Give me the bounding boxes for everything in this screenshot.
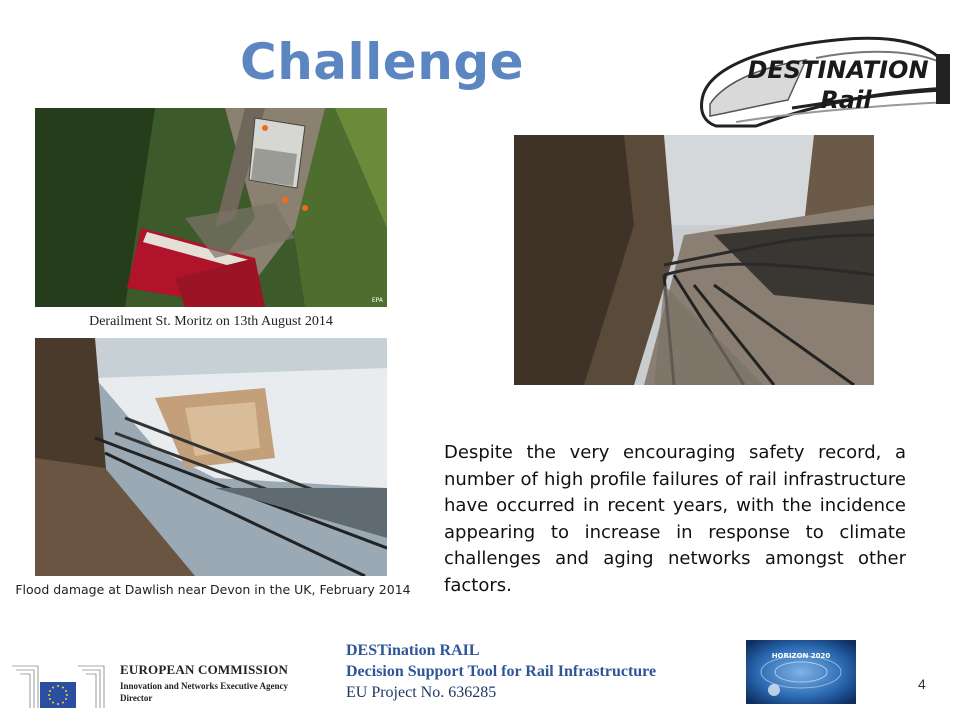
project-number: EU Project No. 636285 — [346, 684, 497, 701]
photo-credit: EPA — [371, 297, 383, 304]
slide-title: Challenge — [240, 33, 525, 91]
agency-role: Director — [120, 693, 153, 703]
challenge-paragraph: Despite the very encouraging safety record, a number of high profile failures of rail infrastructure have occurred in recent years, with the incidence appearing to increase in response to climate challenges and aging networks amongst other factors. — [444, 442, 906, 596]
horizon-label: HORIZON 2020 — [771, 652, 831, 660]
page-number: 4 — [918, 676, 926, 692]
logo-text-bottom: Rail — [820, 86, 872, 114]
agency-name: Innovation and Networks Executive Agency — [120, 681, 289, 691]
destination-rail-logo — [696, 30, 954, 132]
derailment-photo — [35, 108, 387, 307]
horizon-2020-logo — [746, 640, 856, 704]
project-info — [346, 640, 656, 703]
commission-title: EUROPEAN COMMISSION — [120, 662, 289, 677]
project-name: DESTination RAIL — [346, 642, 480, 659]
european-commission-logo — [8, 662, 108, 712]
derailment-caption: Derailment St. Moritz on 13th August 2014 — [89, 314, 333, 329]
european-commission-text — [120, 662, 288, 703]
buckled-track-photo — [514, 135, 874, 385]
project-description: Decision Support Tool for Rail Infrastructure — [346, 663, 657, 680]
flood-caption: Flood damage at Dawlish near Devon in the UK, February 2014 — [15, 582, 411, 597]
flood-damage-photo — [35, 338, 387, 576]
logo-text-top: DESTINATION — [747, 56, 929, 84]
